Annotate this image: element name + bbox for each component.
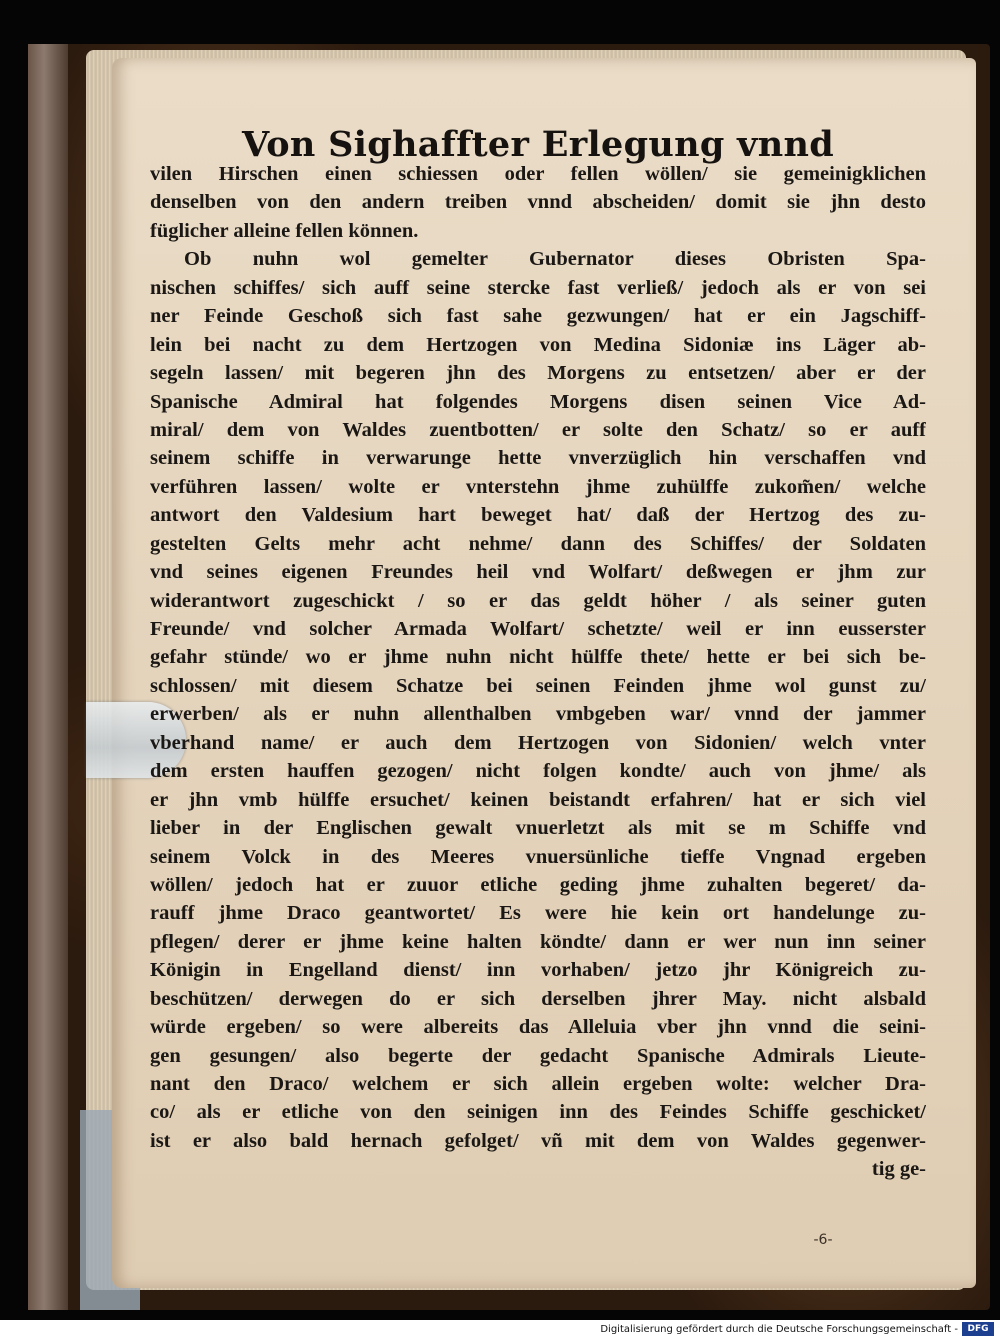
dfg-logo: DFG bbox=[962, 1322, 994, 1336]
text-line: er jhn vmb hülffe ersuchet/ keinen beistandt erfahren/ hat er sich viel bbox=[150, 788, 926, 811]
text-line: seinem schiffe in verwarunge hette vnverzüglich hin verschaffen vnd bbox=[150, 447, 926, 470]
page-body-text bbox=[150, 160, 926, 1184]
text-line: rauff jhme Draco geantwortet/ Es were hie kein ort handelunge zu- bbox=[150, 902, 926, 925]
text-line: pflegen/ derer er jhme keine halten köndte/ dann er wer nun inn seiner bbox=[150, 930, 926, 953]
text-line: lein bei nacht zu dem Hertzogen von Medina Sidoniæ ins Läger ab- bbox=[150, 333, 926, 356]
text-line: Spanische Admiral hat folgendes Morgens disen seinen Vice Ad- bbox=[150, 390, 926, 413]
text-line: seinem Volck in des Meeres vnuersünliche tieffe Vngnad ergeben bbox=[150, 845, 926, 868]
text-line: wöllen/ jedoch hat er zuuor etliche geding jhme zuhalten begeret/ da- bbox=[150, 873, 926, 896]
text-line: verführen lassen/ wolte er vnterstehn jhme zuhülffe zukom̃en/ welche bbox=[150, 475, 926, 498]
text-line: antwort den Valdesium hart beweget hat/ daß der Hertzog des zu- bbox=[150, 504, 926, 527]
text-line: beschützen/ derwegen do er sich derselben jhrer May. nicht alsbald bbox=[150, 987, 926, 1010]
text-line: co/ als er etliche von den seinigen inn des Feindes Schiffe geschicket/ bbox=[150, 1101, 926, 1124]
text-line: gen gesungen/ also begerte der gedacht Spanische Admirals Lieute- bbox=[150, 1044, 926, 1067]
text-line: lieber in der Englischen gewalt vnuerletzt als mit se m Schiffe vnd bbox=[150, 817, 926, 840]
text-line: Königin in Engelland dienst/ inn vorhaben/ jetzo jhr Königreich zu- bbox=[150, 959, 926, 982]
text-line: ner Feinde Geschoß sich fast sahe gezwungen/ hat er ein Jagschiff- bbox=[150, 305, 926, 328]
text-line: Ob nuhn wol gemelter Gubernator dieses Obristen Spa- bbox=[184, 248, 926, 271]
text-line: nischen schiffes/ sich auff seine stercke fast verließ/ jedoch als er von sei bbox=[150, 276, 926, 299]
book-spine bbox=[28, 44, 68, 1310]
folio-mark: -6- bbox=[813, 1232, 833, 1248]
text-line: widerantwort zugeschickt / so er das geldt höher / als seiner guten bbox=[150, 589, 926, 612]
text-line: Freunde/ vnd solcher Armada Wolfart/ schetzte/ weil er inn eusserster bbox=[150, 618, 926, 640]
footer-credit: Digitalisierung gefördert durch die Deutsche Forschungsgemeinschaft - bbox=[600, 1324, 958, 1335]
text-line: vberhand name/ er auch dem Hertzogen von Sidonien/ welch vnter bbox=[150, 731, 926, 754]
text-line: denselben von den andern treiben vnnd abscheiden/ domit sie jhn desto bbox=[150, 191, 926, 214]
text-line: vilen Hirschen einen schiessen oder fellen wöllen/ sie gemeinigklichen bbox=[150, 163, 926, 185]
text-line: gestelten Gelts mehr acht nehme/ dann des Schiffes/ der Soldaten bbox=[150, 532, 926, 555]
page-heading: Von Sighaffter Erlegung vnnd bbox=[241, 124, 835, 165]
text-line: füglicher alleine fellen können. bbox=[150, 219, 419, 242]
catchword: tig ge- bbox=[871, 1158, 926, 1181]
text-line: ist er also bald hernach gefolget/ vñ mit dem von Waldes gegenwer- bbox=[150, 1129, 926, 1152]
text-line: dem ersten hauffen gezogen/ nicht folgen kondte/ auch von jhme/ als bbox=[150, 760, 926, 783]
text-line: gefahr stünde/ wo er jhme nuhn nicht hülffe thete/ hette er bei sich be- bbox=[150, 646, 926, 669]
text-line: erwerben/ als er nuhn allenthalben vmbgeben war/ vnnd der jammer bbox=[150, 703, 926, 726]
text-line: schlossen/ mit diesem Schatze bei seinen Feinden jhme wol gunst zu/ bbox=[150, 674, 926, 697]
text-line: nant den Draco/ welchem er sich allein ergeben wolte: welcher Dra- bbox=[150, 1073, 926, 1095]
text-line: würde ergeben/ so were albereits das Alleluia vber jhn vnnd die seini- bbox=[150, 1016, 926, 1039]
text-line: segeln lassen/ mit begeren jhn des Morgens zu entsetzen/ aber er der bbox=[150, 362, 926, 385]
text-line: miral/ dem von Waldes zuentbotten/ er solte den Schatz/ so er auff bbox=[150, 418, 926, 441]
text-line: vnd seines eigenen Freundes heil vnd Wolfart/ deßwegen er jhm zur bbox=[150, 561, 926, 584]
